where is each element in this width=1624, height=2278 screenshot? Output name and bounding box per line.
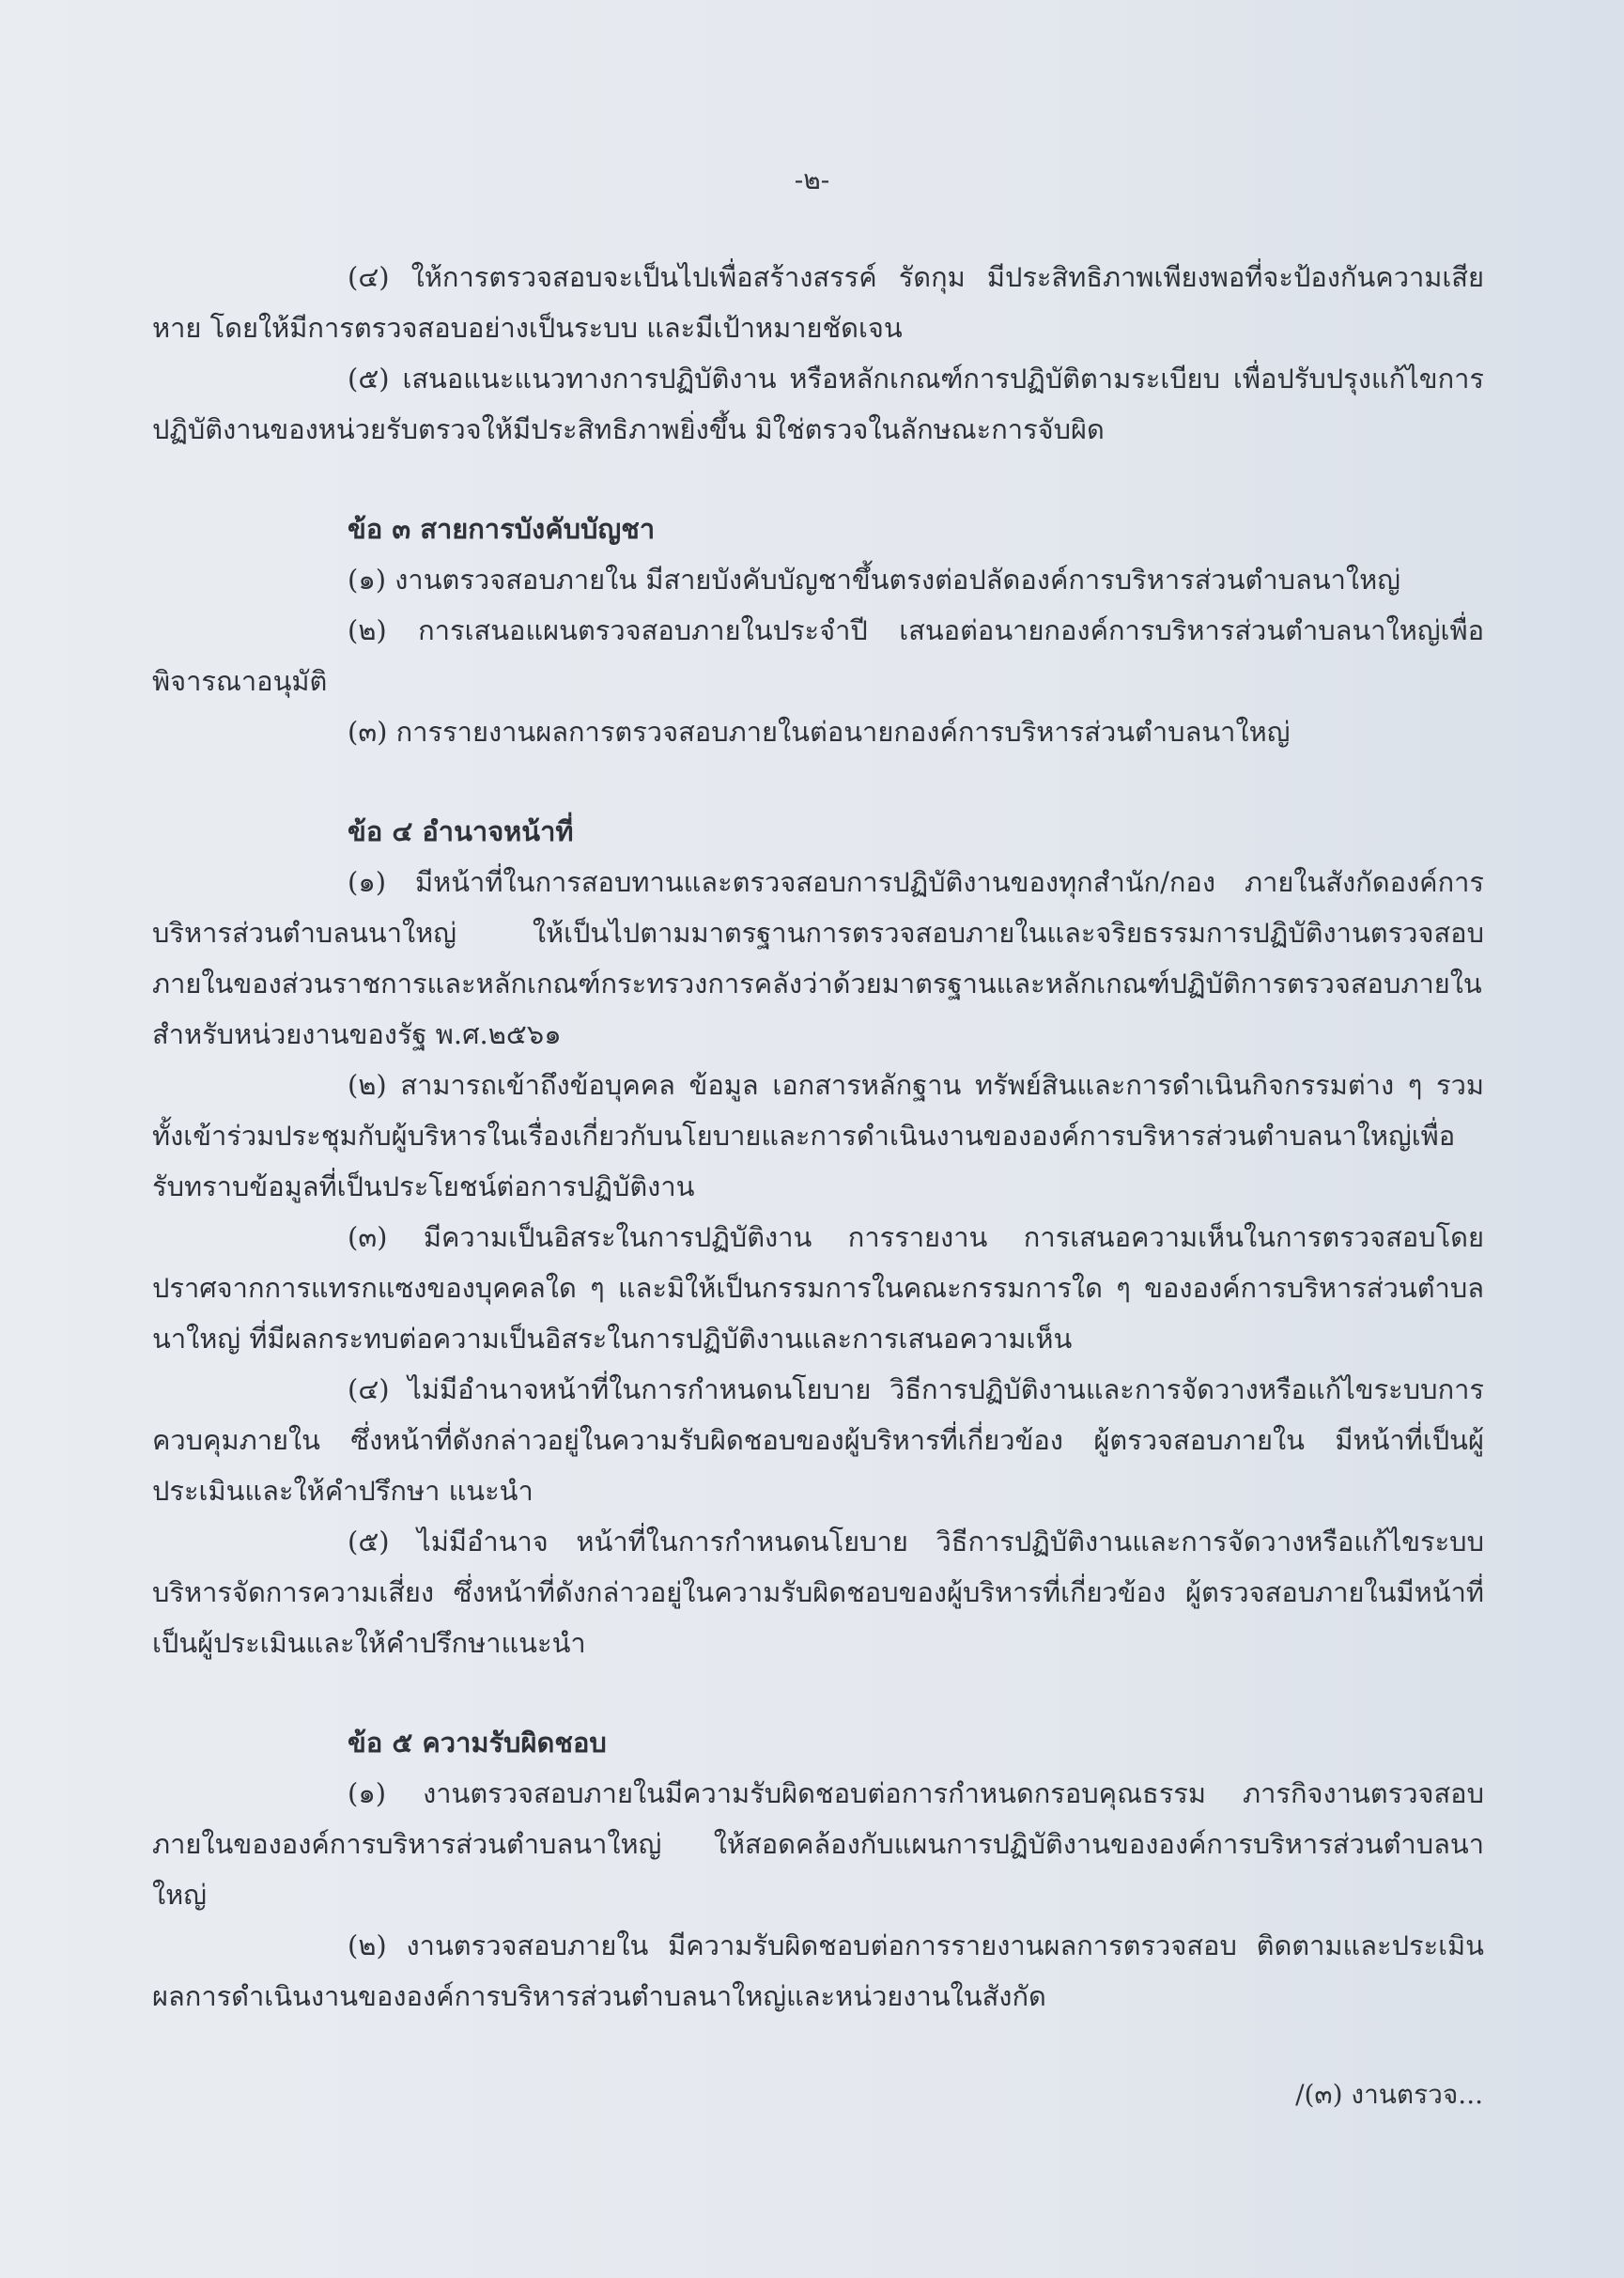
document-body bbox=[152, 252, 1484, 2022]
clause-item: (๒) การเสนอแผนตรวจสอบภายในประจำปี เสนอต่อนายกองค์การบริหารส่วนตำบลนาใหญ่เพื่อพิจารณาอนุมัติ bbox=[152, 614, 1484, 697]
clause-item: (๑) งานตรวจสอบภายใน มีสายบังคับบัญชาขึ้นตรงต่อปลัดองค์การบริหารส่วนตำบลนาใหญ่ bbox=[348, 564, 1400, 596]
clause-item: (๒) สามารถเข้าถึงข้อบุคคล ข้อมูล เอกสารหลักฐาน ทรัพย์สินและการดำเนินกิจกรรมต่าง ๆ รวมทั้งเข้าร่วมประชุมกับผู้บริหารในเรื่องเกี่ยวกับนโยบายและการดำเนินงานขององค์การบริหารส่วนตำบลนาใหญ่เพื่อรับทราบข้อมูลที่เป็นประโยชน์ต่อการปฏิบัติงาน bbox=[152, 1069, 1484, 1202]
clause-item: (๓) การรายงานผลการตรวจสอบภายในต่อนายกองค์การบริหารส่วนตำบลนาใหญ่ bbox=[348, 716, 1291, 748]
clause-item: (๔) ให้การตรวจสอบจะเป็นไปเพื่อสร้างสรรค์ รัดกุม มีประสิทธิภาพเพียงพอที่จะป้องกันความเสียหาย โดยให้มีการตรวจสอบอย่างเป็นระบบ และมีเป้าหมายชัดเจน bbox=[152, 261, 1484, 344]
clause-item: (๕) ไม่มีอำนาจ หน้าที่ในการกำหนดนโยบาย วิธีการปฏิบัติงานและการจัดวางหรือแก้ไขระบบบริหารจัดการความเสี่ยง ซึ่งหน้าที่ดังกล่าวอยู่ในความรับผิดชอบของผู้บริหารที่เกี่ยวข้อง ผู้ตรวจสอบภายในมีหน้าที่เป็นผู้ประเมินและให้คำปรึกษาแนะนำ bbox=[152, 1526, 1484, 1659]
clause-item: (๑) มีหน้าที่ในการสอบทานและตรวจสอบการปฏิบัติงานของทุกสำนัก/กอง ภายในสังกัดองค์การบริหารส่วนตำบลนนาใหญ่ ให้เป็นไปตามมาตรฐานการตรวจสอบภายในและจริยธรรมการปฏิบัติงานตรวจสอบภายในของส่วนราชการและหลักเกณฑ์กระทรวงการคลังว่าด้วยมาตรฐานและหลักเกณฑ์ปฏิบัติการตรวจสอบภายในสำหรับหน่วยงานของรัฐ พ.ศ.๒๕๖๑ bbox=[152, 866, 1484, 1050]
page-number: -๒- bbox=[794, 164, 830, 195]
section-heading: ข้อ ๔ อำนาจหน้าที่ bbox=[348, 815, 574, 847]
clause-item: (๕) เสนอแนะแนวทางการปฏิบัติงาน หรือหลักเกณฑ์การปฏิบัติตามระเบียบ เพื่อปรับปรุงแก้ไขการปฏิบัติงานของหน่วยรับตรวจให้มีประสิทธิภาพยิ่งขึ้น มิใช่ตรวจในลักษณะการจับผิด bbox=[152, 363, 1484, 445]
clause-item: (๔) ไม่มีอำนาจหน้าที่ในการกำหนดนโยบาย วิธีการปฏิบัติงานและการจัดวางหรือแก้ไขระบบการควบคุมภายใน ซึ่งหน้าที่ดังกล่าวอยู่ในความรับผิดชอบของผู้บริหารที่เกี่ยวข้อง ผู้ตรวจสอบภายใน มีหน้าที่เป็นผู้ประเมินและให้คำปรึกษา แนะนำ bbox=[152, 1373, 1484, 1507]
section-heading: ข้อ ๕ ความรับผิดชอบ bbox=[348, 1727, 607, 1759]
clause-item: (๒) งานตรวจสอบภายใน มีความรับผิดชอบต่อการรายงานผลการตรวจสอบ ติดตามและประเมินผลการดำเนินงานขององค์การบริหารส่วนตำบลนาใหญ่และหน่วยงานในสังกัด bbox=[152, 1929, 1484, 2012]
continuation-note: /(๓) งานตรวจ... bbox=[1295, 2079, 1483, 2110]
clause-item: (๓) มีความเป็นอิสระในการปฏิบัติงาน การรายงาน การเสนอความเห็นในการตรวจสอบโดยปราศจากการแทรกแซงของบุคคลใด ๆ และมิให้เป็นกรรมการในคณะกรรมการใด ๆ ขององค์การบริหารส่วนตำบลนาใหญ่ ที่มีผลกระทบต่อความเป็นอิสระในการปฏิบัติงานและการเสนอความเห็น bbox=[152, 1221, 1484, 1355]
section-heading: ข้อ ๓ สายการบังคับบัญชา bbox=[348, 513, 656, 545]
clause-item: (๑) งานตรวจสอบภายในมีความรับผิดชอบต่อการกำหนดกรอบคุณธรรม ภารกิจงานตรวจสอบภายในขององค์การบริหารส่วนตำบลนาใหญ่ ให้สอดคล้องกับแผนการปฏิบัติงานขององค์การบริหารส่วนตำบลนาใหญ่ bbox=[152, 1777, 1484, 1911]
